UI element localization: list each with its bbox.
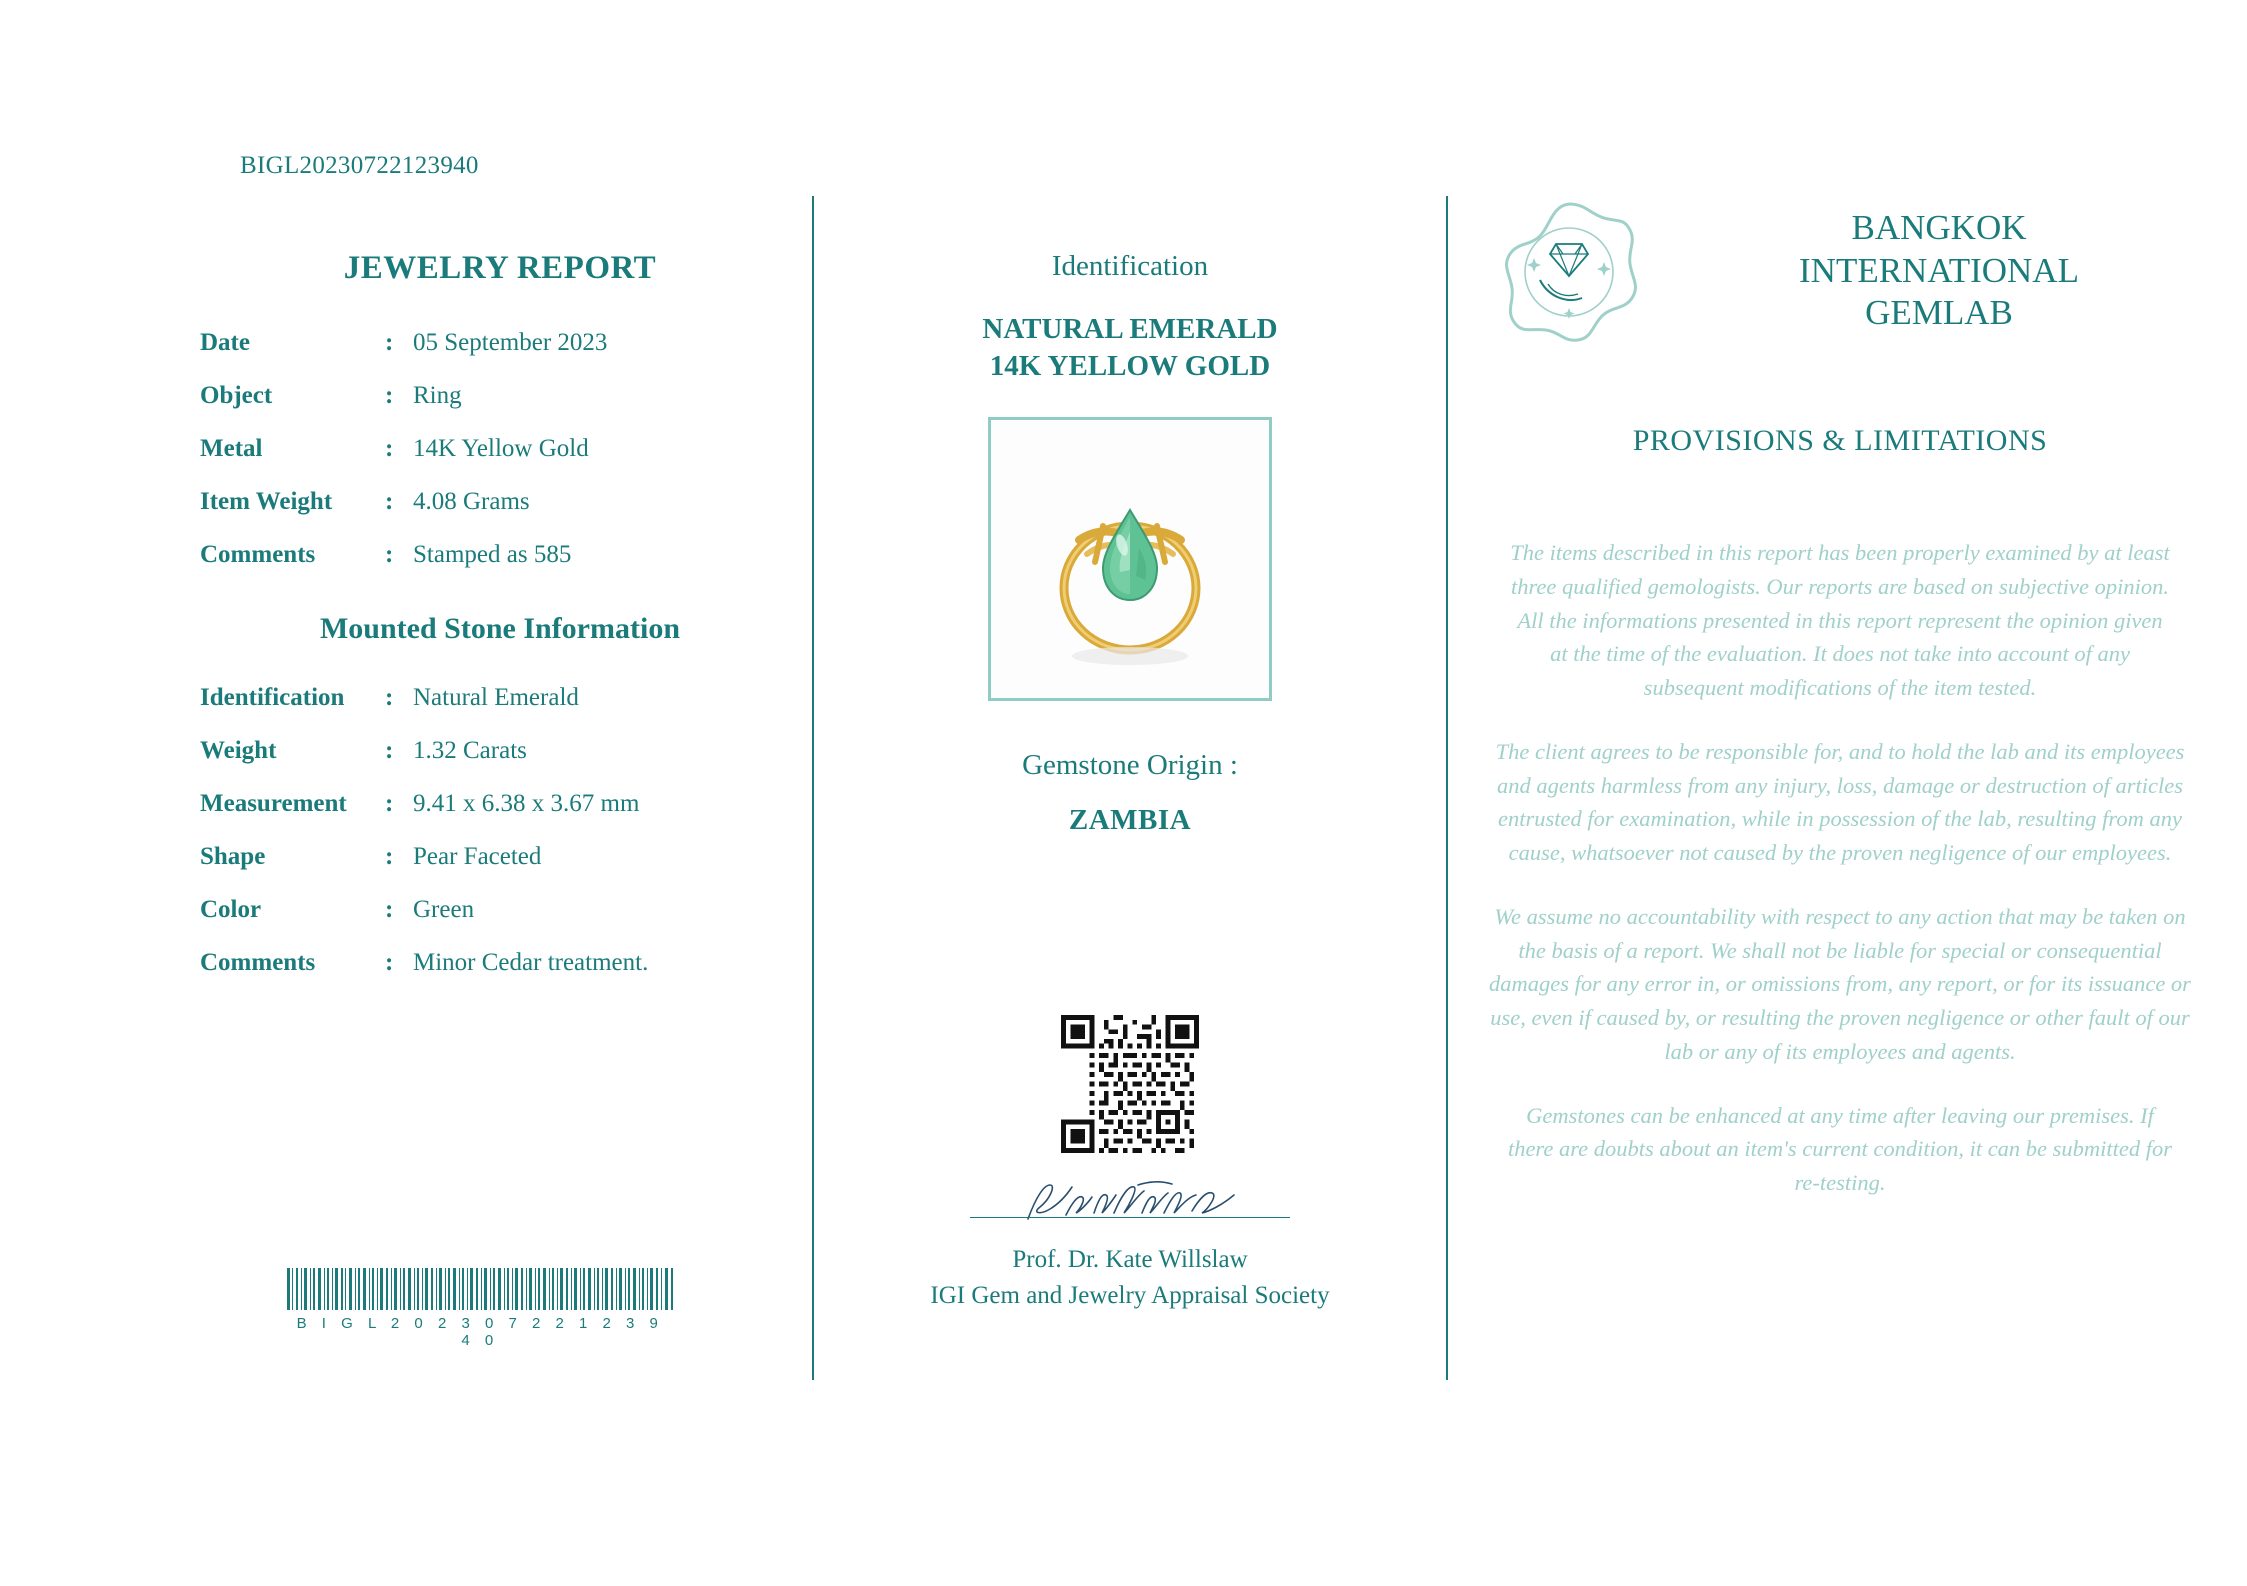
stone-value: 9.41 x 6.38 x 3.67 mm bbox=[413, 790, 640, 817]
page-title: JEWELRY REPORT bbox=[343, 250, 657, 286]
stone-key: Weight bbox=[200, 737, 277, 764]
identification-label: Identification bbox=[1051, 250, 1209, 282]
left-column bbox=[200, 250, 800, 1002]
qr-code[interactable] bbox=[830, 1015, 1430, 1153]
brand-line-1: BANGKOK bbox=[1851, 207, 2027, 247]
stone-value: Natural Emerald bbox=[413, 684, 579, 711]
table-row bbox=[200, 382, 800, 435]
ring-photo bbox=[991, 420, 1269, 698]
stone-key: Color bbox=[200, 896, 262, 923]
detail-key: Item Weight bbox=[200, 488, 333, 515]
provisions-body bbox=[1470, 536, 2210, 1200]
detail-colon: : bbox=[385, 541, 394, 568]
table-row bbox=[200, 684, 800, 737]
stone-colon: : bbox=[385, 684, 394, 711]
signatory-name: Prof. Dr. Kate Willslaw bbox=[1012, 1246, 1248, 1274]
table-row bbox=[200, 541, 800, 594]
column-divider-right bbox=[1446, 196, 1448, 1380]
table-row bbox=[200, 896, 800, 949]
identification-line1: NATURAL EMERALD bbox=[982, 313, 1278, 345]
gemlab-logo-icon bbox=[1494, 196, 1644, 346]
brand-line-3: GEMLAB bbox=[1865, 293, 2013, 333]
gemstone-origin-label: Gemstone Origin : bbox=[1022, 749, 1238, 782]
barcode bbox=[285, 1268, 675, 1349]
detail-colon: : bbox=[385, 488, 394, 515]
detail-value: Stamped as 585 bbox=[413, 541, 572, 568]
provisions-paragraph: The client agrees to be responsible for, and to hold the lab and its employees and agents harmless from any injury, loss, damage or destruction of articles entrusted for examination, while in possession of the lab, resulting from any cause, whatsoever not caused by the proven negligence of our employees. bbox=[1495, 738, 2185, 865]
brand-line-2: INTERNATIONAL bbox=[1799, 250, 2079, 290]
gemstone-photo-frame bbox=[988, 417, 1272, 701]
table-row bbox=[200, 737, 800, 790]
detail-key: Object bbox=[200, 382, 273, 409]
middle-column bbox=[830, 250, 1430, 1313]
detail-value: 4.08 Grams bbox=[413, 488, 530, 515]
column-divider-left bbox=[812, 196, 814, 1380]
signatory-organization: IGI Gem and Jewelry Appraisal Society bbox=[930, 1281, 1330, 1309]
report-details-table bbox=[200, 329, 800, 594]
table-row bbox=[200, 488, 800, 541]
mounted-stone-heading: Mounted Stone Information bbox=[319, 612, 680, 645]
provisions-paragraph: We assume no accountability with respect to any action that may be taken on the basis of a report. We shall not be liable for special or consequential damages for any error in, or omissions from, any report, or for its issuance or use, even if caused by, or resulting the proven negligence or other fault of our lab or any of its employees and agents. bbox=[1489, 903, 2191, 1064]
provisions-paragraph: The items described in this report has been properly examined by at least three qualified gemologists. Our reports are based on subjective opinion. All the informations presented in this report represent the opinion given at the time of the evaluation. It does not take into account of any subsequent modifications of the item tested. bbox=[1510, 540, 2170, 700]
stone-key: Identification bbox=[200, 684, 345, 711]
table-row bbox=[200, 790, 800, 843]
barcode-text: B I G L 2 0 2 3 0 7 2 2 1 2 3 9 4 0 bbox=[296, 1315, 664, 1349]
stone-value: Minor Cedar treatment. bbox=[413, 949, 649, 976]
stone-key: Shape bbox=[200, 843, 266, 870]
stone-value: 1.32 Carats bbox=[413, 737, 527, 764]
report-id: BIGL20230722123940 bbox=[240, 152, 479, 179]
stone-colon: : bbox=[385, 949, 394, 976]
detail-value: Ring bbox=[413, 382, 462, 409]
table-row bbox=[200, 949, 800, 1002]
signature-line bbox=[970, 1217, 1290, 1218]
detail-key: Date bbox=[200, 329, 250, 356]
detail-colon: : bbox=[385, 329, 394, 356]
detail-colon: : bbox=[385, 382, 394, 409]
detail-key: Metal bbox=[200, 435, 263, 462]
stone-key: Measurement bbox=[200, 790, 347, 817]
table-row bbox=[200, 329, 800, 382]
stone-colon: : bbox=[385, 843, 394, 870]
brand-header bbox=[1470, 196, 2210, 346]
provisions-paragraph: Gemstones can be enhanced at any time after leaving our premises. If there are doubts about an item's current condition, it can be submitted for re-testing. bbox=[1507, 1102, 2173, 1195]
mounted-stone-table bbox=[200, 684, 800, 1002]
stone-value: Pear Faceted bbox=[413, 843, 542, 870]
stone-colon: : bbox=[385, 896, 394, 923]
barcode-bars-icon bbox=[285, 1268, 675, 1310]
table-row bbox=[200, 435, 800, 488]
detail-value: 05 September 2023 bbox=[413, 329, 608, 356]
gemstone-origin-value: ZAMBIA bbox=[1068, 804, 1192, 837]
detail-key: Comments bbox=[200, 541, 316, 568]
stone-value: Green bbox=[413, 896, 475, 923]
brand-name bbox=[1668, 207, 2210, 335]
right-column bbox=[1470, 196, 2210, 1230]
detail-value: 14K Yellow Gold bbox=[413, 435, 589, 462]
stone-colon: : bbox=[385, 790, 394, 817]
qr-code-icon[interactable] bbox=[1061, 1015, 1199, 1153]
stone-colon: : bbox=[385, 737, 394, 764]
identification-line2: 14K YELLOW GOLD bbox=[989, 350, 1271, 383]
stone-key: Comments bbox=[200, 949, 316, 976]
provisions-title: PROVISIONS & LIMITATIONS bbox=[1632, 424, 2048, 457]
detail-colon: : bbox=[385, 435, 394, 462]
table-row bbox=[200, 843, 800, 896]
